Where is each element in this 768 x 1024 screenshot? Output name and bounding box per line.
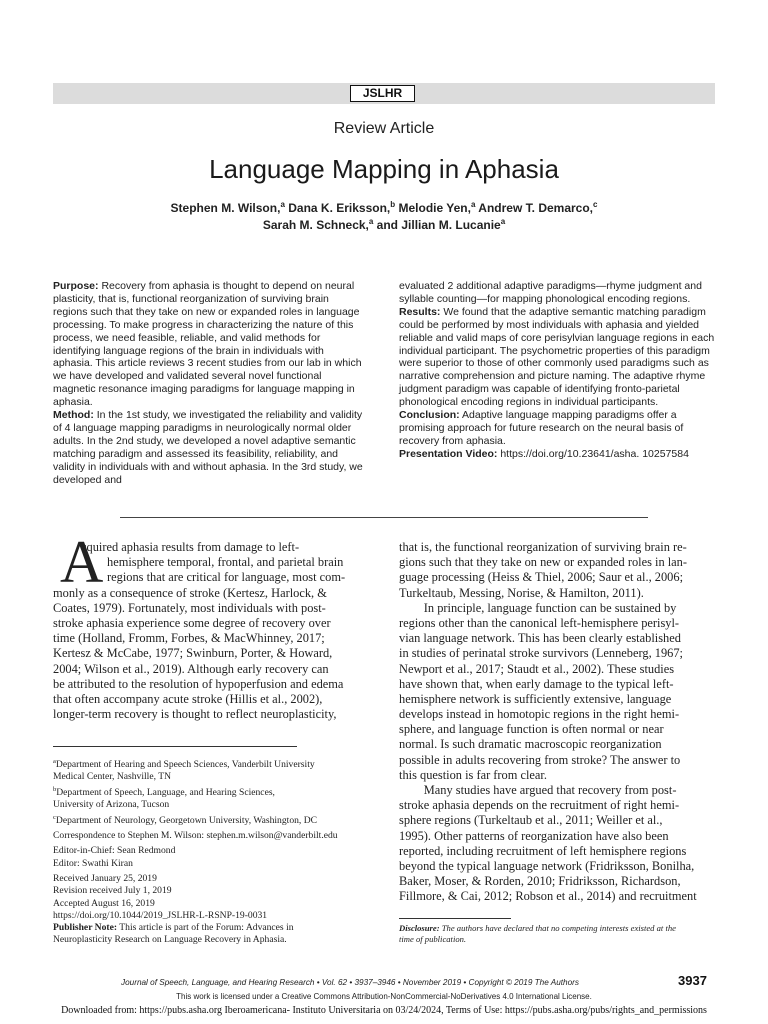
body-text-line: reported, including recruitment of left hemisphere regions (399, 843, 687, 858)
body-text-line: longer-term recovery is thought to reflect neuroplasticity, (53, 707, 337, 722)
abstract-results (399, 306, 717, 409)
drop-cap: A (60, 529, 104, 595)
body-text-line: develops instead in homotopic regions in the right hemi- (399, 707, 680, 722)
abstract-method (53, 409, 363, 486)
body-text-line: Newport et al., 2017; Staudt et al., 2002). These studies (399, 661, 675, 676)
abstract-conclusion (399, 409, 717, 448)
body-text-line: Many studies have argued that recovery from post- (399, 783, 677, 797)
body-text-line: normal. Is such dramatic macroscopic reorganization (399, 737, 662, 752)
body-text-line: Turkeltaub, Messing, Norise, & Hamilton, 2011). (399, 585, 644, 600)
results-text: We found that the adaptive semantic matching paradigm could be performed by most individuals with aphasia and yielded reliable and valid maps of core perisylvian language regions in each individual participant. The psychometric properties of this paradigm were superior to those of other commonly used paradigms such as narrative comprehension and picture naming. The adaptive rhyme judgment paradigm was capable of identifying fronto-parietal phonological encoding regions in individual participants. (399, 305, 715, 409)
license-notice: This work is licensed under a Creative Commons Attribution-NonCommercial-NoDerivatives 4.0 International License. (176, 992, 592, 1001)
journal-badge: JSLHR (350, 85, 415, 102)
purpose-label: Purpose: (53, 280, 99, 292)
page-number: 3937 (678, 973, 707, 988)
body-text-line: beyond the typical language network (Fridriksson, Bonilha, (399, 858, 695, 873)
body-text-line: regions that are critical for language, most com- (107, 570, 346, 585)
conclusion-text: Adaptive language mapping paradigms offer a promising approach for future research on the neural basis of recovery from aphasia. (399, 409, 684, 447)
affiliation-line: $^a$Department of Hearing and Speech Sciences, Vanderbilt University (53, 758, 315, 771)
affiliation-marker: c (53, 813, 56, 821)
body-left-column (53, 540, 363, 722)
correspondence: Correspondence to Stephen M. Wilson: stephen.m.wilson@vanderbilt.edu (53, 830, 338, 842)
affiliation-line: Medical Center, Nashville, TN (53, 771, 171, 783)
method-text: In the 1st study, we investigated the reliability and validity of 4 language mapping paradigms in neurologically normal older adults. In the 2nd study, we developed a novel adaptive semantic matching paradigm and assessed its feasibility, reliability, and validity in individuals with and without aphasia. In the 3rd study, we developed and (53, 409, 363, 486)
article-title: Language Mapping in Aphasia (209, 154, 559, 184)
footnote-rule (53, 746, 297, 747)
affiliation-line: University of Arizona, Tucson (53, 799, 170, 811)
affiliations (53, 756, 373, 827)
author-name: Melodie Yen, (395, 201, 471, 215)
download-notice: Downloaded from: https://pubs.asha.org Iberoamericana- Instituto Universitaria on 03/24/2024, Terms of Use: https://pubs.asha.org/pubs/rights_and_permissions (61, 1005, 707, 1016)
author-name: Dana K. Eriksson, (284, 201, 391, 215)
affiliation-marker: b (53, 785, 57, 793)
disclosure (399, 923, 719, 945)
purpose-text: Recovery from aphasia is thought to depend on neural plasticity, that is, functional reorganization of surviving brain regions such that they take on new or expanded roles in language processing. To make progress in characterizing the nature of this process, we need feasible, reliable, and valid methods for identifying language regions of the brain in individuals with aphasia. This article reviews 3 recent studies from our lab in which we have developed and validated several novel functional magnetic resonance imaging paradigms for language mapping in aphasia. (53, 280, 362, 409)
video-label: Presentation Video: (399, 447, 498, 460)
conclusion-label: Conclusion: (399, 409, 460, 422)
section-divider (120, 517, 648, 518)
body-text-line: 2004; Wilson et al., 2019). Although early recovery can (53, 661, 329, 676)
body-text-line: hemisphere temporal, frontal, and parietal brain (107, 555, 344, 570)
disclosure-rule (399, 918, 511, 919)
received-date: Received January 25, 2019 (53, 872, 157, 884)
body-text-line: sphere, and language function is often normal or near (399, 722, 664, 737)
body-text-line: In principle, language function can be sustained by (399, 600, 677, 615)
author-name: and Jillian M. Lucanie (373, 218, 501, 232)
accepted-date: Accepted August 16, 2019 (53, 897, 155, 909)
body-text-line: that is, the functional reorganization of surviving brain re- (399, 540, 687, 554)
editor-in-chief: Editor-in-Chief: Sean Redmond (53, 845, 176, 857)
affiliation-line: $^b$Department of Speech, Language, and Hearing Sciences, (53, 785, 275, 798)
abstract-video (399, 448, 717, 461)
body-text-line: time (Holland, Fromm, Forbes, & MacWhinney, 2017; (53, 631, 325, 646)
body-text-line: Fillmore, & Cai, 2012; Robson et al., 2014) and recruitment (399, 889, 697, 904)
affiliation-marker: a (470, 200, 476, 209)
body-text-line: vian language network. This has been clearly established (399, 631, 681, 646)
body-text-line: hemisphere network is sufficiently extensive, language (399, 691, 672, 706)
body-text-line: regions other than the canonical left-hemisphere perisyl- (399, 615, 680, 630)
body-text-line: Baker, Moser, & Rorden, 2010; Fridriksson, Richardson, (399, 874, 681, 889)
results-label: Results: (399, 305, 441, 318)
body-text-line: stroke aphasia experience some degree of recovery over (53, 615, 331, 630)
publisher-note-label: Publisher Note: (53, 922, 118, 934)
body-text-line: be attributed to the resolution of hypoperfusion and edema (53, 676, 344, 691)
affiliation-line: $^c$Department of Neurology, Georgetown University, Washington, DC (53, 813, 318, 826)
authors-line-2 (0, 217, 768, 232)
publisher-note (53, 922, 373, 934)
body-right-column (399, 540, 717, 905)
author-name: Andrew T. Demarco, (475, 201, 594, 215)
affiliation-marker: a (368, 217, 374, 226)
affiliation-marker: c (593, 200, 598, 209)
article-doi[interactable]: https://doi.org/10.1044/2019_JSLHR-L-RSNP-19-0031 (53, 909, 268, 921)
body-text-line: 1995). Other patterns of reorganization have also been (399, 828, 669, 843)
body-text-line: have shown that, when early damage to the typical left- (399, 676, 674, 691)
body-text-line: that often accompany acute stroke (Hillis et al., 2002), (53, 691, 323, 706)
abstract-right (399, 280, 717, 461)
body-text-line: guage processing (Heiss & Thiel, 2006; Saur et al., 2006; (399, 570, 684, 585)
footnotes (53, 756, 373, 947)
body-text-line: monly as a consequence of stroke (Kertesz, Harlock, & (53, 585, 327, 600)
body-text-line: sphere regions (Turkeltaub et al., 2011; Weiller et al., (399, 813, 663, 828)
body-text-line: possible in adults recovering from stroke? The answer to (399, 752, 681, 767)
revision-date: Revision received July 1, 2019 (53, 885, 172, 897)
editor: Editor: Swathi Kiran (53, 857, 133, 869)
method-label: Method: (53, 409, 94, 422)
affiliation-marker: a (53, 758, 56, 765)
body-text-line: in studies of perinatal stroke survivors (Lenneberg, 1967; (399, 646, 684, 661)
method-continued: evaluated 2 additional adaptive paradigms—rhyme judgment and syllable counting—for mapping phonological encoding regions. (399, 280, 702, 305)
affiliation-marker: a (280, 200, 285, 209)
body-text-line: gions such that they take on new or expanded roles in lan- (399, 555, 688, 570)
disclosure-line-1: The authors have declared that no competing interests existed at the (441, 923, 676, 933)
body-text-line: Kertesz & McCabe, 1977; Swinburn, Porter, & Howard, (53, 646, 333, 661)
article-type: Review Article (333, 120, 435, 137)
publisher-note-line-2: Neuroplasticity Research on Language Recovery in Aphasia. (53, 934, 287, 946)
affiliation-marker: b (390, 200, 396, 209)
body-text-line: Coates, 1979). Fortunately, most individuals with post- (53, 600, 326, 615)
body-text-line: cquired aphasia results from damage to left- (81, 540, 300, 554)
author-name: Sarah M. Schneck, (262, 218, 369, 232)
author-name: Stephen M. Wilson, (170, 201, 281, 215)
abstract-purpose (53, 280, 363, 409)
footer-citation: Journal of Speech, Language, and Hearing Research • Vol. 62 • 3937–3946 • November 2019 • Copyright © 2019 The Authors (121, 978, 579, 987)
publisher-note-line-1: This article is part of the Forum: Advances in (119, 922, 294, 934)
abstract-left (53, 280, 363, 487)
body-text-line: stroke aphasia depends on the recruitment of right hemi- (399, 798, 680, 813)
body-text-line: this question is far from clear. (399, 767, 547, 782)
disclosure-label: Disclosure: (399, 923, 440, 933)
disclosure-line-2: time of publication. (399, 934, 467, 944)
authors-line-1 (0, 200, 768, 215)
video-link[interactable]: https://doi.org/10.23641/asha. 10257584 (500, 447, 689, 460)
affiliation-marker: a (500, 217, 506, 226)
